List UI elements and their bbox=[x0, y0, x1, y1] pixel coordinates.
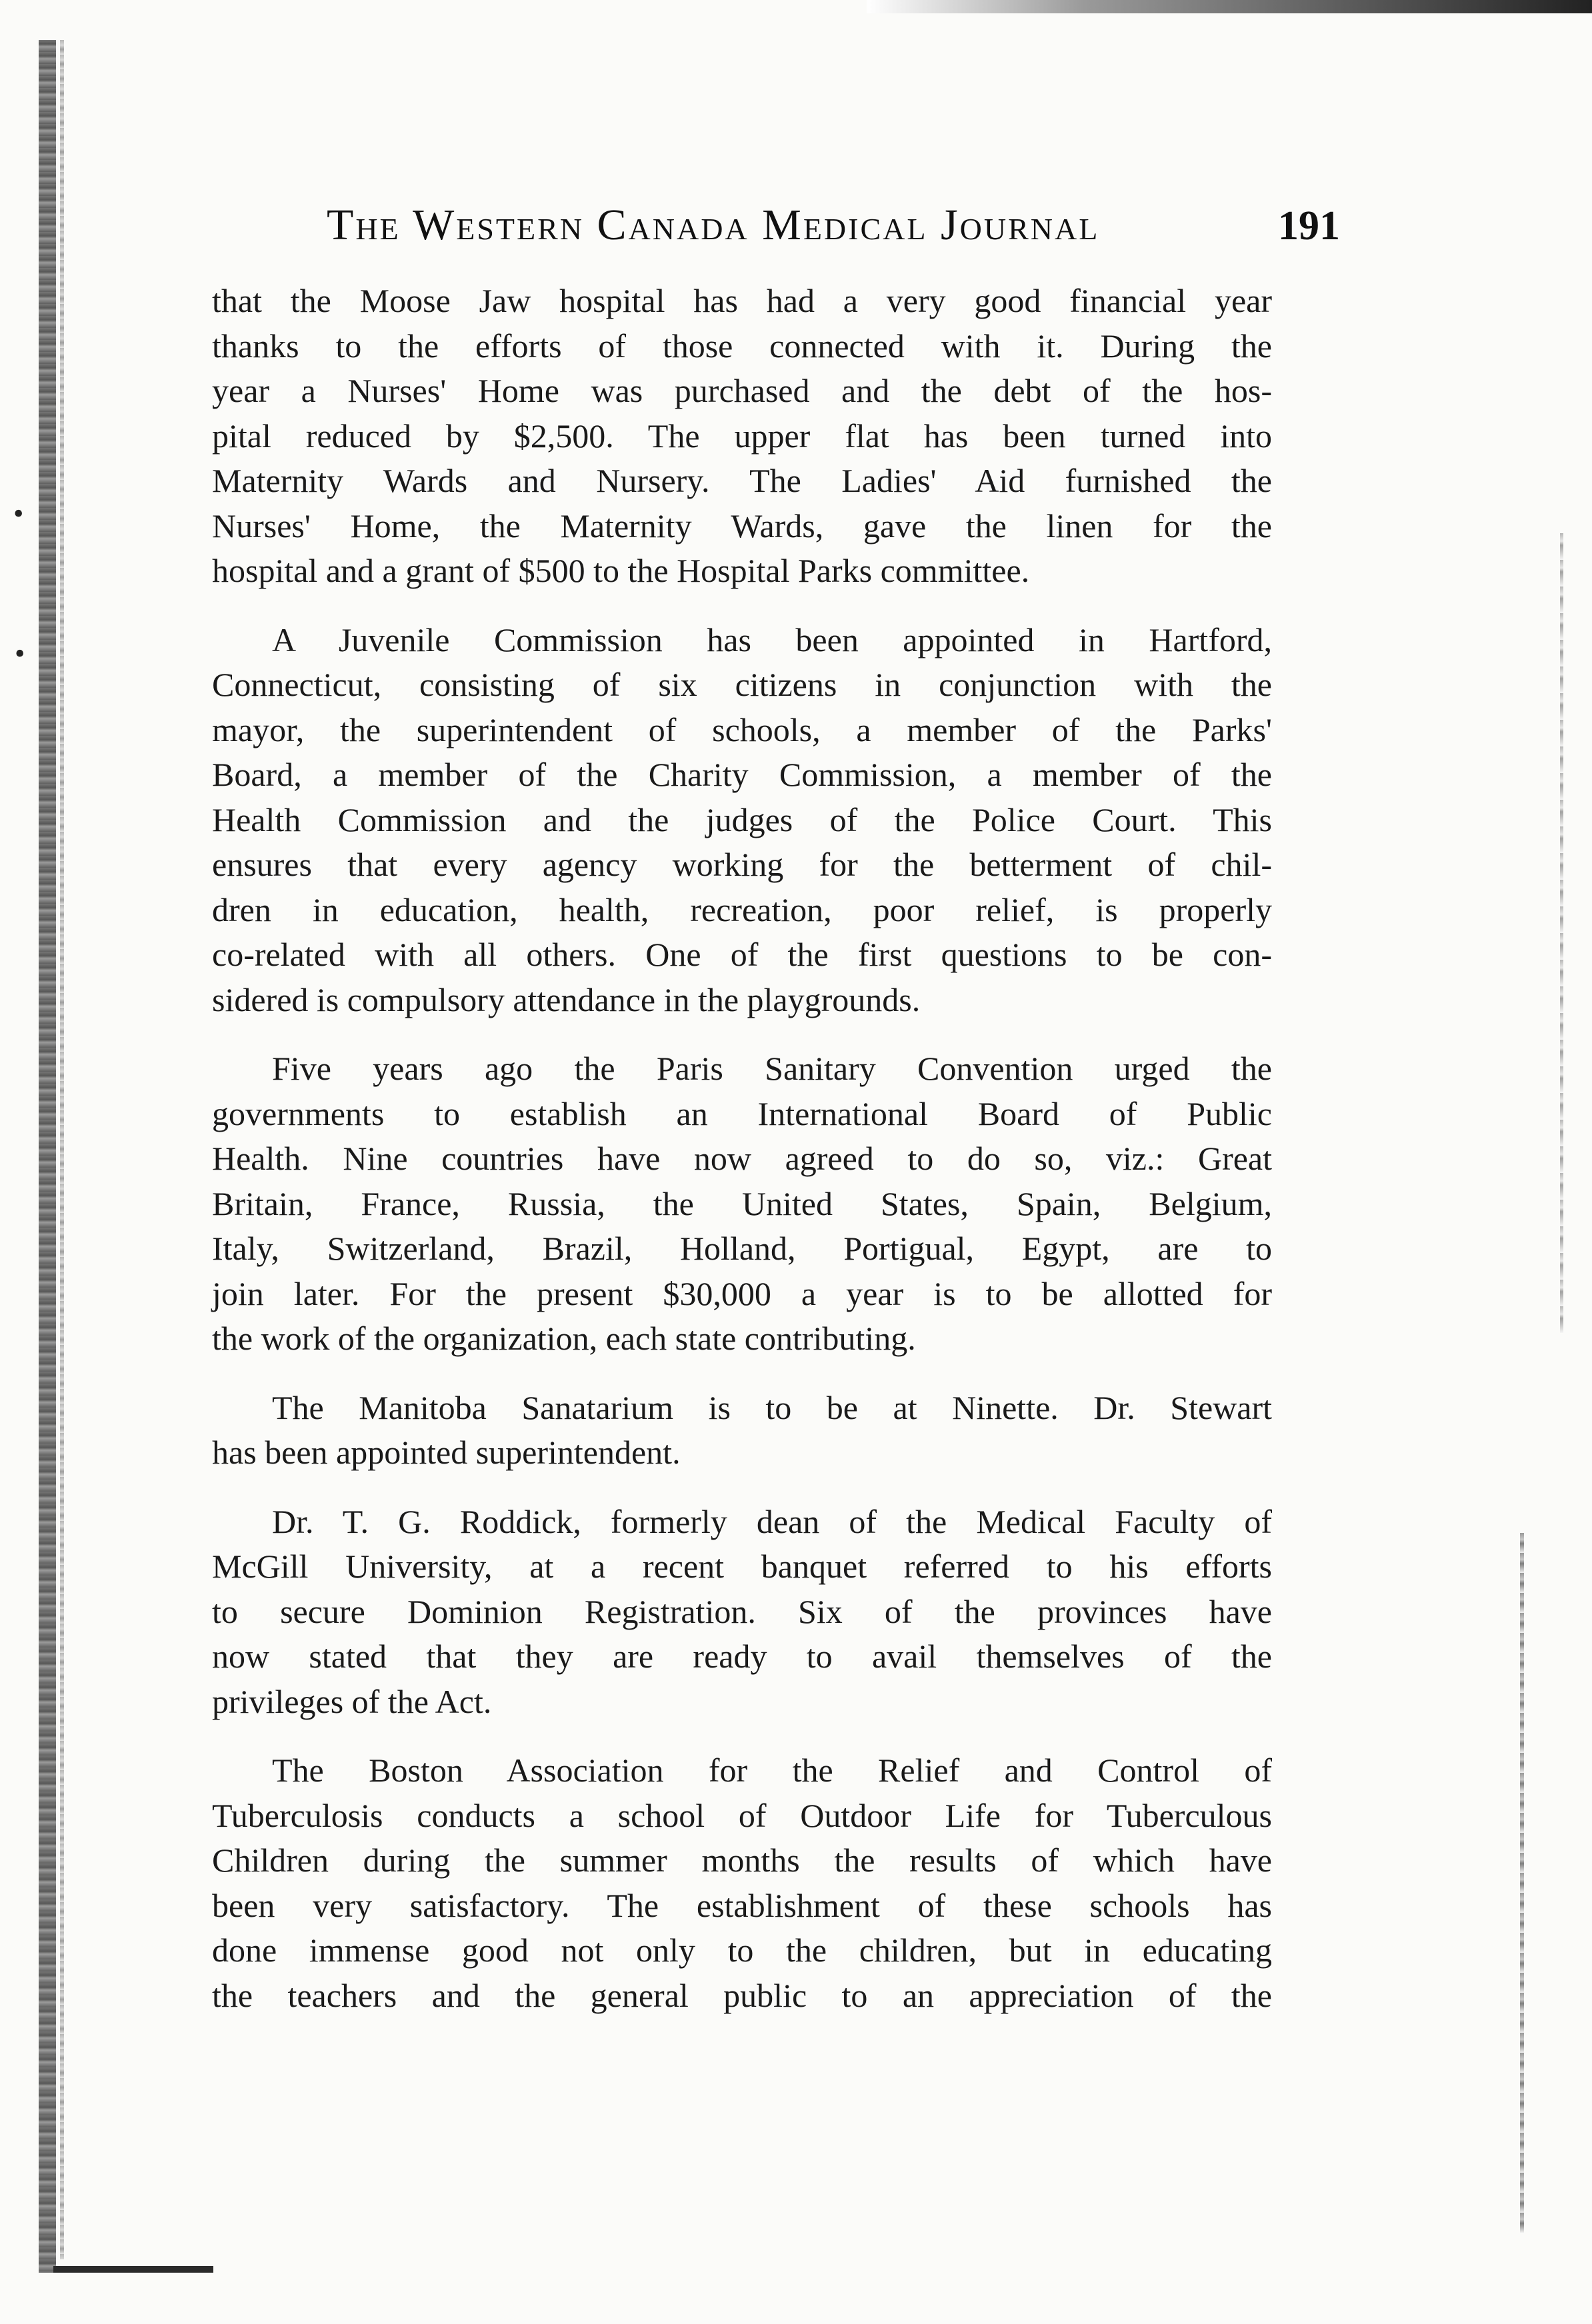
text-line: Connecticut, consisting of six citizens in conjunction with the bbox=[212, 666, 1272, 703]
paragraph-manitoba-sanatarium bbox=[212, 1386, 1272, 1476]
text-line: pital reduced by $2,500. The upper flat has been turned into bbox=[212, 417, 1272, 455]
scan-top-rule bbox=[867, 0, 1592, 13]
text-line: thanks to the efforts of those connected with it. During the bbox=[212, 327, 1272, 365]
text-line: McGill University, at a recent banquet referred to his efforts bbox=[212, 1548, 1272, 1585]
journal-title: The Western Canada Medical Journal bbox=[327, 201, 1100, 249]
text-line: done immense good not only to the children, but in educating bbox=[212, 1931, 1272, 1969]
text-line: The Manitoba Sanatarium is to be at Ninette. Dr. Stewart bbox=[272, 1388, 1272, 1426]
paragraph-juvenile-commission bbox=[212, 618, 1272, 1023]
text-line: Health. Nine countries have now agreed to do so, viz.: Great bbox=[212, 1140, 1272, 1177]
text-line: co-related with all others. One of the first questions to be con- bbox=[212, 936, 1272, 973]
text-line: Tuberculosis conducts a school of Outdoor Life for Tuberculous bbox=[212, 1796, 1272, 1834]
scan-right-edge-lower bbox=[1520, 1533, 1524, 2233]
text-line: year a Nurses' Home was purchased and the debt of the hos- bbox=[212, 372, 1272, 409]
text-line: ensures that every agency working for the betterment of chil- bbox=[212, 846, 1272, 883]
text-line: Britain, France, Russia, the United States, Spain, Belgium, bbox=[212, 1184, 1272, 1222]
paragraph-paris-sanitary-convention bbox=[212, 1046, 1272, 1362]
scan-bottom-corner bbox=[53, 2266, 213, 2273]
text-line: Five years ago the Paris Sanitary Convention urged the bbox=[272, 1050, 1272, 1087]
text-line: Health Commission and the judges of the Police Court. This bbox=[212, 800, 1272, 838]
scan-right-edge-upper bbox=[1560, 533, 1563, 1333]
running-header bbox=[327, 200, 1340, 253]
margin-dot-mark: • bbox=[13, 497, 24, 530]
paragraph-moose-jaw-hospital bbox=[212, 279, 1272, 594]
scan-left-edge bbox=[39, 40, 56, 2273]
text-line: Dr. T. G. Roddick, formerly dean of the Medical Faculty of bbox=[272, 1502, 1272, 1540]
text-line: Children during the summer months the results of which have bbox=[212, 1841, 1272, 1879]
text-line: Board, a member of the Charity Commission, a member of the bbox=[212, 756, 1272, 793]
page-number: 191 bbox=[1278, 203, 1340, 249]
text-line: sidered is compulsory attendance in the playgrounds. bbox=[212, 980, 921, 1018]
text-line: join later. For the present $30,000 a year is to be allotted for bbox=[212, 1274, 1272, 1312]
article-body bbox=[212, 279, 1272, 2042]
text-line: hospital and a grant of $500 to the Hospital Parks committee. bbox=[212, 552, 1030, 589]
text-line: mayor, the superintendent of schools, a member of the Parks' bbox=[212, 710, 1272, 748]
text-line: that the Moose Jaw hospital has had a very good financial year bbox=[212, 282, 1272, 319]
text-line: now stated that they are ready to avail themselves of the bbox=[212, 1638, 1272, 1675]
text-line: Nurses' Home, the Maternity Wards, gave the linen for the bbox=[212, 507, 1272, 545]
margin-dot-mark: • bbox=[15, 637, 25, 670]
text-line: the teachers and the general public to an appreciation of the bbox=[212, 1976, 1272, 2014]
text-line: has been appointed superintendent. bbox=[212, 1434, 681, 1471]
text-line: to secure Dominion Registration. Six of the provinces have bbox=[212, 1592, 1272, 1630]
text-line: been very satisfactory. The establishment of these schools has bbox=[212, 1886, 1272, 1924]
text-line: Maternity Wards and Nursery. The Ladies' Aid furnished the bbox=[212, 462, 1272, 499]
text-line: the work of the organization, each state contributing. bbox=[212, 1320, 916, 1357]
text-line: Italy, Switzerland, Brazil, Holland, Portigual, Egypt, are to bbox=[212, 1230, 1272, 1267]
text-line: The Boston Association for the Relief and Control of bbox=[272, 1751, 1272, 1789]
text-line: dren in education, health, recreation, poor relief, is properly bbox=[212, 890, 1272, 928]
scan-left-edge-inner bbox=[60, 40, 64, 2259]
text-line: governments to establish an International Board of Public bbox=[212, 1094, 1272, 1132]
text-line: A Juvenile Commission has been appointed in Hartford, bbox=[272, 620, 1272, 658]
text-line: privileges of the Act. bbox=[212, 1682, 492, 1720]
paragraph-boston-association bbox=[212, 1748, 1272, 2018]
paragraph-roddick-registration bbox=[212, 1500, 1272, 1725]
